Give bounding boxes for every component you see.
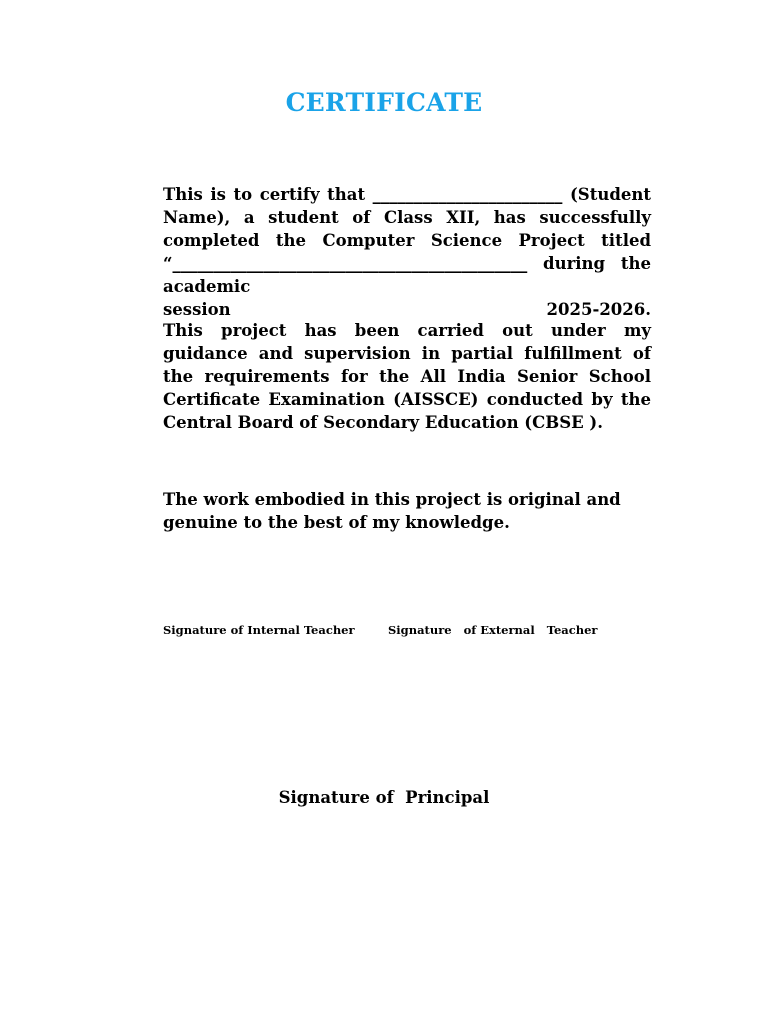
session-label: session <box>163 300 231 319</box>
guidance-paragraph: This project has been carried out under my guidance and supervision in partial fulfillment of the requirements for the All India Senior School Certificate Examination (AISSCE) conducted by the Central Board of Secondary Education (CBSE ). <box>163 321 651 432</box>
principal-signature-label: Signature of Principal <box>278 788 490 807</box>
session-year: 2025-2026. <box>546 300 651 319</box>
external-teacher-signature-label: Signature of External Teacher <box>388 623 598 637</box>
certificate-title: CERTIFICATE <box>285 88 483 117</box>
session-line <box>163 298 651 321</box>
certification-text: This is to certify that _______________________ (Student Name), a student of Class XII, has successfully completed the Computer Science Project titled “___________________________________________ during the academic <box>163 185 651 296</box>
certification-paragraph <box>163 183 651 321</box>
internal-teacher-signature-label: Signature of Internal Teacher <box>163 623 355 637</box>
originality-paragraph: The work embodied in this project is original and genuine to the best of my knowledge. <box>163 490 621 532</box>
